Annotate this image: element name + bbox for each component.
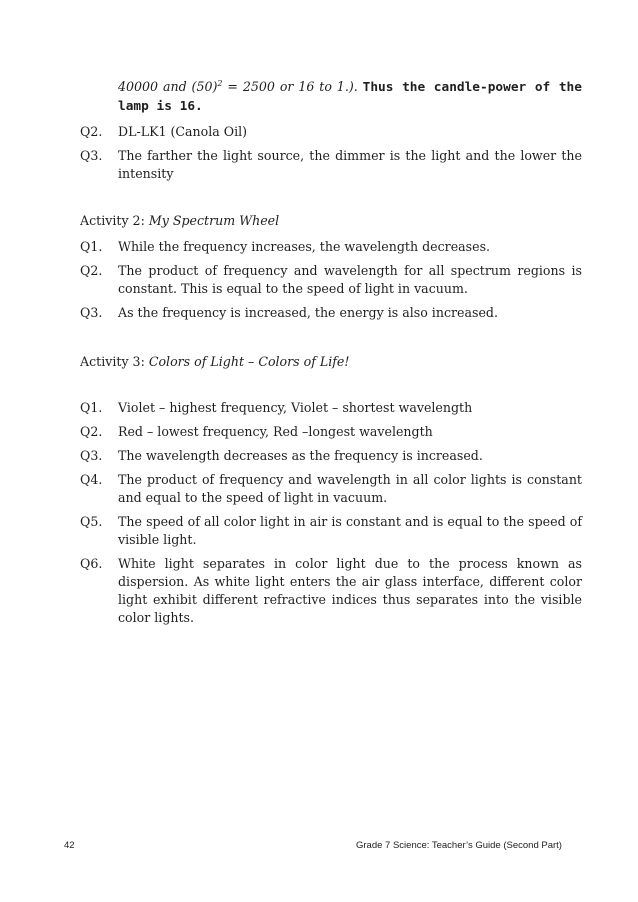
question-row bbox=[80, 471, 582, 507]
question-label: Q3. bbox=[80, 148, 103, 163]
intro-formula: 40000 and $(50)^2 = 2500$ or 16 to 1.). bbox=[118, 78, 358, 94]
activity3-questions bbox=[80, 399, 582, 627]
activity1-questions bbox=[80, 123, 582, 183]
question-label: Q2. bbox=[80, 263, 103, 278]
question-answer: As the frequency is increased, the energy is also increased. bbox=[118, 305, 498, 320]
activity2-questions bbox=[80, 238, 582, 322]
footer-guide-title: Grade 7 Science: Teacher’s Guide (Second Part) bbox=[356, 840, 562, 851]
intro-paragraph bbox=[118, 78, 582, 116]
question-row bbox=[80, 513, 582, 549]
question-label: Q4. bbox=[80, 472, 103, 487]
question-label: Q3. bbox=[80, 305, 103, 320]
question-answer: The farther the light source, the dimmer is the light and the lower the intensity bbox=[118, 148, 582, 181]
question-row bbox=[80, 147, 582, 183]
question-label: Q5. bbox=[80, 514, 103, 529]
page-number: 42 bbox=[64, 840, 75, 851]
question-answer: While the frequency increases, the wavelength decreases. bbox=[118, 239, 491, 254]
question-row bbox=[80, 399, 582, 417]
activity3-prefix: Activity 3: bbox=[80, 354, 149, 369]
intro-conclusion: Thus the candle-power of the lamp is 16. bbox=[118, 80, 582, 114]
question-label: Q1. bbox=[80, 400, 103, 415]
question-answer: DL-LK1 (Canola Oil) bbox=[118, 124, 248, 139]
question-row bbox=[80, 447, 582, 465]
question-answer: White light separates in color light due to the process known as dispersion. As white light enters the air glass interface, different color light exhibit different refractive indices thus separates into the visible color lights. bbox=[118, 556, 582, 625]
question-row bbox=[80, 262, 582, 298]
question-answer: The speed of all color light in air is constant and is equal to the speed of visible light. bbox=[118, 514, 582, 547]
activity2-heading bbox=[80, 212, 279, 230]
question-label: Q2. bbox=[80, 124, 103, 139]
activity2-title: My Spectrum Wheel bbox=[148, 213, 280, 228]
activity3-heading bbox=[80, 353, 349, 371]
question-answer: Red – lowest frequency, Red –longest wavelength bbox=[118, 424, 433, 439]
activity3-title: Colors of Light – Colors of Life! bbox=[148, 354, 350, 369]
question-row bbox=[80, 238, 582, 256]
question-answer: The wavelength decreases as the frequency is increased. bbox=[118, 448, 483, 463]
question-row bbox=[80, 123, 582, 141]
question-label: Q6. bbox=[80, 556, 103, 571]
question-label: Q1. bbox=[80, 239, 103, 254]
question-label: Q3. bbox=[80, 448, 103, 463]
question-label: Q2. bbox=[80, 424, 103, 439]
question-answer: Violet – highest frequency, Violet – shortest wavelength bbox=[118, 400, 473, 415]
question-row bbox=[80, 555, 582, 627]
question-answer: The product of frequency and wavelength for all spectrum regions is constant. This is equal to the speed of light in vacuum. bbox=[118, 263, 582, 296]
question-answer: The product of frequency and wavelength in all color lights is constant and equal to the speed of light in vacuum. bbox=[118, 472, 582, 505]
activity2-prefix: Activity 2: bbox=[80, 213, 149, 228]
question-row bbox=[80, 423, 582, 441]
question-row bbox=[80, 304, 582, 322]
